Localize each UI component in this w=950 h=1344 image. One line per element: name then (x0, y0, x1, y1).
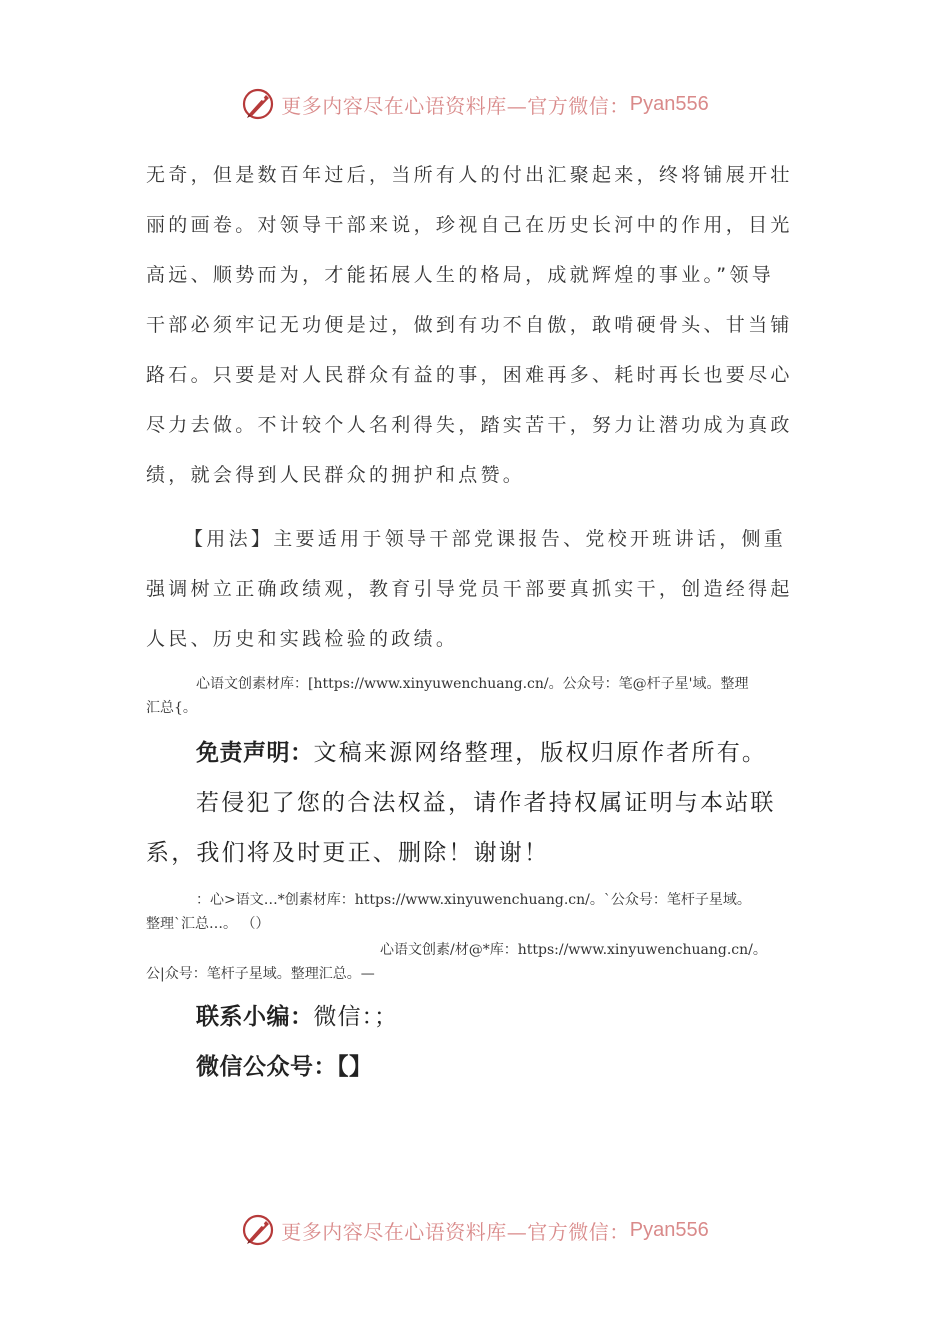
header-banner (0, 84, 950, 124)
wechat-account-value: 【】 (337, 1054, 373, 1080)
header-banner-wechat-id: Pyan556 (629, 92, 709, 115)
disclaimer-block (146, 728, 806, 878)
source-note-1 (146, 672, 806, 720)
footer-banner-wechat-id: Pyan556 (629, 1218, 709, 1241)
document-body (146, 150, 806, 1092)
disclaimer-line: 系，我们将及时更正、删除！谢谢！ (146, 840, 550, 866)
paragraph-line: 绩，就会得到人民群众的拥护和点赞。 (146, 464, 526, 486)
usage-line: 强调树立正确政绩观，教育引导党员干部要真抓实干，创造经得起 (146, 578, 793, 600)
paragraph-line: 路石。只要是对人民群众有益的事，困难再多、耗时再长也要尽心 (146, 364, 793, 386)
usage-line: 人民、历史和实践检验的政绩。 (146, 628, 459, 650)
paragraph-line: 无奇，但是数百年过后，当所有人的付出汇聚起来，终将铺展开壮 (146, 164, 793, 186)
usage-paragraph (146, 514, 806, 664)
footer-banner-text: 更多内容尽在心语资料库—官方微信： (281, 1219, 630, 1244)
source-note-line: 整理`汇总…。 （） (146, 916, 270, 932)
wechat-account-label: 微信公众号： (196, 1054, 337, 1080)
header-banner-text: 更多内容尽在心语资料库—官方微信： (281, 93, 630, 118)
wechat-account-line (146, 1042, 806, 1092)
source-note-2 (146, 888, 806, 936)
disclaimer-line (146, 728, 806, 778)
disclaimer-text: 文稿来源网络整理，版权归原作者所有。 (313, 740, 768, 766)
paragraph-line: 干部必须牢记无功便是过，做到有功不自傲，敢啃硬骨头、甘当铺 (146, 314, 793, 336)
paragraph-line: 丽的画卷。对领导干部来说，珍视自己在历史长河中的作用，目光 (146, 214, 793, 236)
source-note-line: 心语文创素/材@*库：https://www.xinyuwenchuang.cn/。 (380, 942, 767, 958)
source-note-line: ：心>语文…*创素材库：https://www.xinyuwenchuang.cn/。`公众号：笔杆子星域。 (196, 892, 751, 908)
source-note-line: 心语文创素材库：[https://www.xinyuwenchuang.cn/。公众号：笔@杆子星'域。整理 (196, 676, 749, 692)
paragraph-line: 高远、顺势而为，才能拓展人生的格局，成就辉煌的事业。”领导 (146, 264, 775, 286)
source-note-line: 汇总{。 (146, 700, 197, 716)
pen-logo-icon (241, 87, 275, 121)
pen-logo-icon (241, 1213, 275, 1247)
footer-banner (0, 1210, 950, 1250)
disclaimer-line: 若侵犯了您的合法权益，请作者持权属证明与本站联 (196, 790, 776, 816)
contact-value: 微信：； (313, 1004, 398, 1030)
source-note-line: 公|众号：笔杆子星域。整理汇总。— (146, 966, 375, 982)
usage-line: 【用法】主要适用于领导干部党课报告、党校开班讲话，侧重 (184, 528, 787, 550)
paragraph-line: 尽力去做。不计较个人名利得失，踏实苦干，努力让潜功成为真政 (146, 414, 793, 436)
contact-line (146, 992, 806, 1042)
disclaimer-label: 免责声明： (196, 740, 314, 766)
source-note-3 (146, 938, 806, 986)
contact-label: 联系小编： (196, 1004, 314, 1030)
